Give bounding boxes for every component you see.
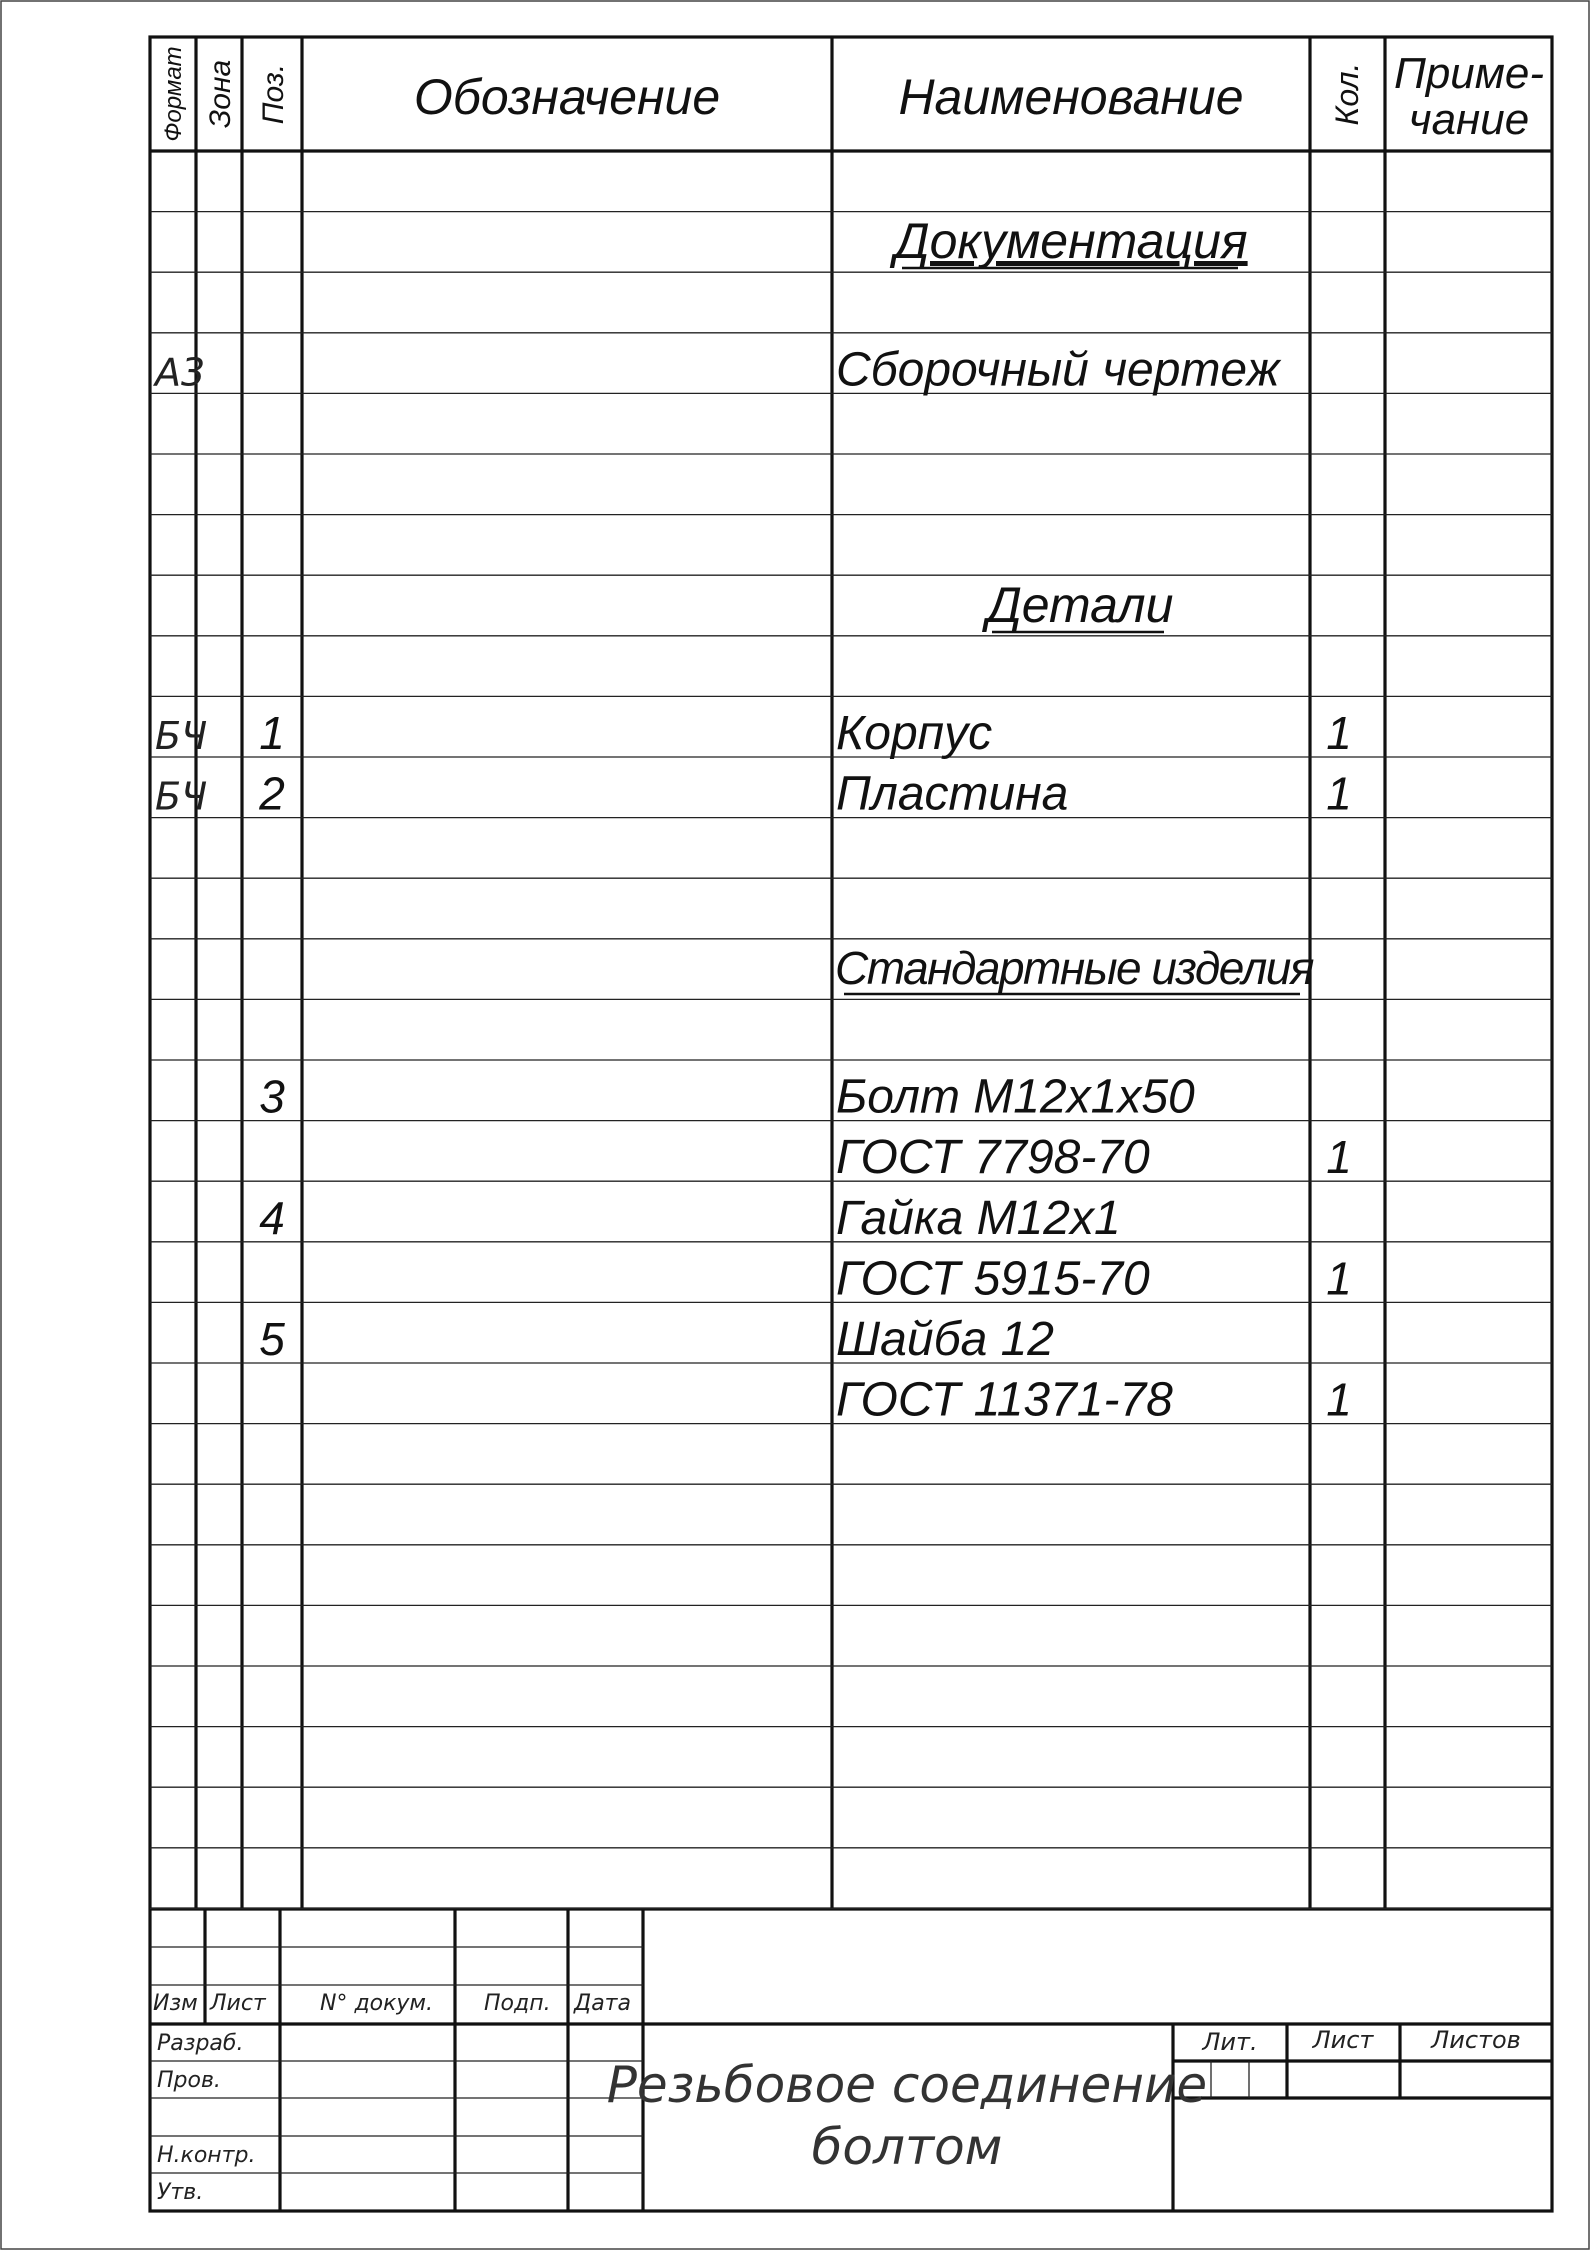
tb-label-sign: Подп. xyxy=(484,1991,551,2016)
row-name: Корпус xyxy=(836,707,993,760)
row-position: 3 xyxy=(259,1070,285,1123)
header-note-line2: чание xyxy=(1408,95,1530,144)
spec-row xyxy=(259,1192,1120,1245)
row-name: ГОСТ 7798-70 xyxy=(836,1131,1150,1185)
tb-label-approved: Утв. xyxy=(157,2180,204,2205)
row-position: 2 xyxy=(259,767,285,820)
spec-row xyxy=(155,707,1352,760)
row-quantity: 1 xyxy=(1326,1252,1352,1305)
row-name: ГОСТ 11371-78 xyxy=(836,1373,1173,1427)
row-name: Болт М12х1х50 xyxy=(836,1070,1195,1124)
section-standard: Стандартные изделия xyxy=(835,942,1313,994)
tb-label-norm-control: Н.контр. xyxy=(157,2143,256,2168)
row-name: Сборочный чертеж xyxy=(836,343,1280,397)
row-position: 1 xyxy=(259,707,285,759)
row-format: БЧ xyxy=(155,774,208,819)
row-name: ГОСТ 5915-70 xyxy=(836,1252,1150,1306)
tb-title-line1: Резьбовое соединение xyxy=(606,2056,1208,2114)
row-position: 5 xyxy=(259,1313,285,1365)
row-quantity: 1 xyxy=(1326,1131,1352,1184)
sheet-trim-border xyxy=(1,1,1589,2249)
title-block xyxy=(150,1909,1552,2211)
header-zone: Зона xyxy=(204,59,237,129)
tb-label-list: Лист xyxy=(210,1991,266,2016)
row-name: Шайба 12 xyxy=(836,1313,1054,1366)
tb-label-lit: Лит. xyxy=(1202,2028,1258,2056)
row-format: БЧ xyxy=(155,714,208,758)
row-format: А3 xyxy=(155,350,206,395)
section-documentation: Документация xyxy=(894,213,1248,269)
header-format: Формат xyxy=(160,46,187,142)
spec-row xyxy=(259,1313,1054,1366)
tb-title-line2: болтом xyxy=(811,2118,1003,2176)
section-details: Детали xyxy=(986,577,1174,633)
tb-label-developer: Разраб. xyxy=(157,2031,244,2056)
tb-label-izm: Изм xyxy=(153,1991,198,2016)
header-name: Наименование xyxy=(898,69,1244,125)
row-name: Пластина xyxy=(836,767,1069,821)
header-designation: Обозначение xyxy=(413,69,721,125)
spec-row xyxy=(836,1374,1352,1427)
header-pos: Поз. xyxy=(257,63,290,125)
spec-row xyxy=(152,343,1282,396)
spec-rows xyxy=(152,343,1352,1426)
header-note-line1: Приме- xyxy=(1393,49,1545,98)
tb-label-checked: Пров. xyxy=(157,2068,221,2093)
spec-row xyxy=(836,1131,1352,1184)
row-quantity: 1 xyxy=(1326,767,1352,820)
tb-label-sheets: Листов xyxy=(1431,2026,1521,2054)
header-qty: Кол. xyxy=(1329,62,1365,126)
spec-row xyxy=(836,1252,1352,1305)
tb-label-sheet: Лист xyxy=(1312,2026,1374,2054)
row-quantity: 1 xyxy=(1326,707,1352,759)
row-lines xyxy=(150,212,1552,1909)
spec-row xyxy=(155,768,1352,821)
row-position: 4 xyxy=(259,1191,285,1244)
row-name: Гайка М12х1 xyxy=(836,1191,1121,1245)
row-quantity: 1 xyxy=(1326,1373,1352,1426)
spec-row xyxy=(259,1071,1195,1124)
tb-label-date: Дата xyxy=(574,1991,631,2016)
tb-label-doc: N° докум. xyxy=(320,1991,434,2016)
